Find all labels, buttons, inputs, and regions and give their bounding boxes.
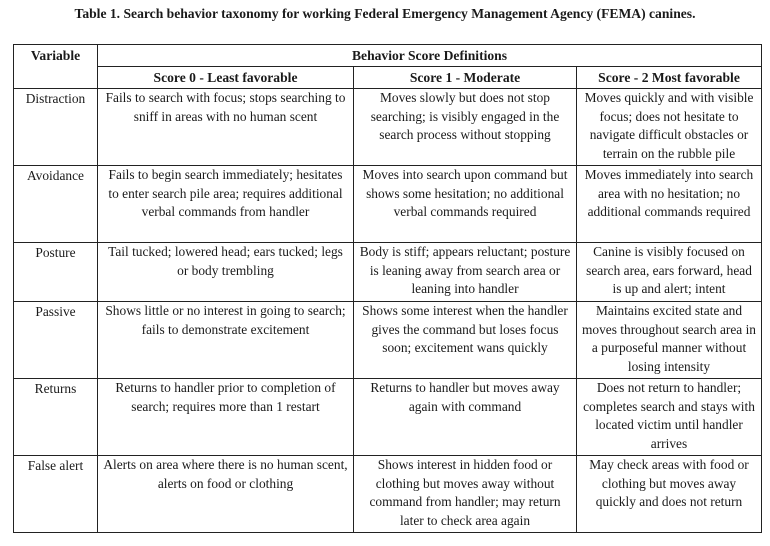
variable-cell: Passive <box>14 302 98 379</box>
score-0-cell: Fails to begin search immediately; hesitates to enter search pile area; requires additional verbal commands from handler <box>98 166 354 243</box>
table-caption: Table 1. Search behavior taxonomy for working Federal Emergency Management Agency (FEMA) canines. <box>74 6 696 21</box>
table-row-posture <box>14 243 762 302</box>
score-2-cell: Canine is visibly focused on search area, ears forward, head is up and alert; intent <box>577 243 762 302</box>
score-2-cell: Moves quickly and with visible focus; does not hesitate to navigate difficult obstacles or terrain on the rubble pile <box>577 89 762 166</box>
score-1-cell: Shows some interest when the handler gives the command but loses focus soon; excitement wans quickly <box>354 302 577 379</box>
variable-cell: Returns <box>14 379 98 456</box>
score-1-cell: Body is stiff; appears reluctant; posture is leaning away from search area or leaning into handler <box>354 243 577 302</box>
score-1-cell: Shows interest in hidden food or clothing but moves away without command from handler; may return later to check area again <box>354 456 577 533</box>
table-row-returns <box>14 379 762 456</box>
variable-cell: Avoidance <box>14 166 98 243</box>
header-row-top <box>14 45 762 67</box>
score-0-cell: Returns to handler prior to completion of search; requires more than 1 restart <box>98 379 354 456</box>
variable-cell: False alert <box>14 456 98 533</box>
header-row-scores <box>14 67 762 89</box>
score-2-cell: Moves immediately into search area with no hesitation; no additional commands required <box>577 166 762 243</box>
table-row-avoidance <box>14 166 762 243</box>
score-2-cell: Maintains excited state and moves throughout search area in a purposeful manner without losing intensity <box>577 302 762 379</box>
table-row-distraction <box>14 89 762 166</box>
header-score-2: Score - 2 Most favorable <box>577 67 762 89</box>
score-2-cell: Does not return to handler; completes search and stays with located victim until handler arrives <box>577 379 762 456</box>
header-behavior-score-definitions: Behavior Score Definitions <box>98 45 762 67</box>
score-0-cell: Fails to search with focus; stops searching to sniff in areas with no human scent <box>98 89 354 166</box>
variable-cell: Posture <box>14 243 98 302</box>
variable-cell: Distraction <box>14 89 98 166</box>
score-1-cell: Returns to handler but moves away again with command <box>354 379 577 456</box>
score-1-cell: Moves into search upon command but shows some hesitation; no additional verbal commands required <box>354 166 577 243</box>
header-score-0: Score 0 - Least favorable <box>98 67 354 89</box>
table-row-passive <box>14 302 762 379</box>
header-variable: Variable <box>14 45 98 89</box>
score-0-cell: Shows little or no interest in going to search; fails to demonstrate excitement <box>98 302 354 379</box>
score-0-cell: Tail tucked; lowered head; ears tucked; legs or body trembling <box>98 243 354 302</box>
score-0-cell: Alerts on area where there is no human scent, alerts on food or clothing <box>98 456 354 533</box>
behavior-taxonomy-table <box>13 44 762 533</box>
header-score-1: Score 1 - Moderate <box>354 67 577 89</box>
table-row-false-alert <box>14 456 762 533</box>
score-1-cell: Moves slowly but does not stop searching; is visibly engaged in the search process without stopping <box>354 89 577 166</box>
score-2-cell: May check areas with food or clothing but moves away quickly and does not return <box>577 456 762 533</box>
